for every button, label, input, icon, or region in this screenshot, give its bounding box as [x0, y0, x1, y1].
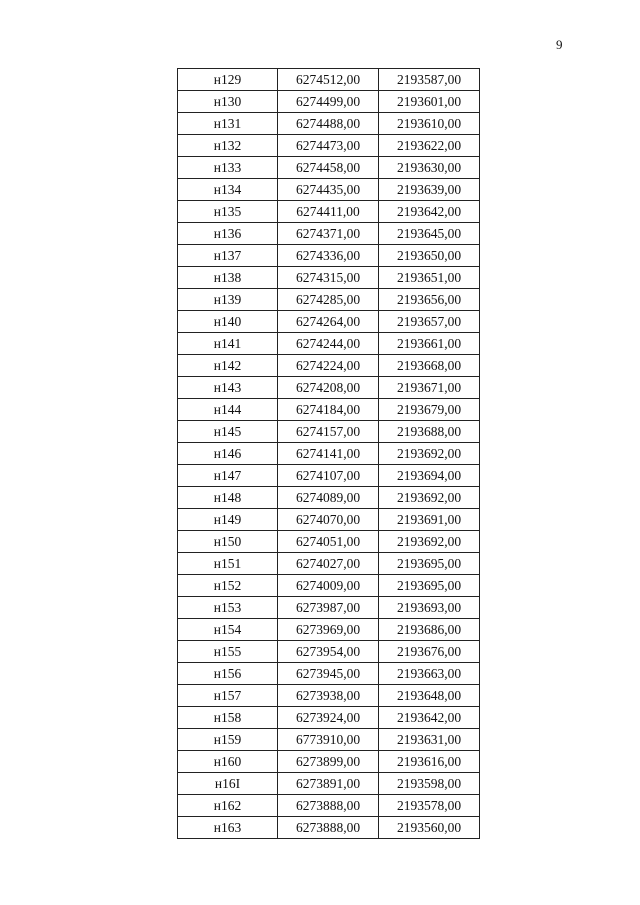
table-row — [178, 707, 480, 729]
table-row — [178, 333, 480, 355]
point-id-cell: н163 — [178, 817, 278, 839]
point-id-cell: н155 — [178, 641, 278, 663]
y-coordinate-cell: 2193598,00 — [379, 773, 480, 795]
x-coordinate-cell: 6274285,00 — [278, 289, 379, 311]
x-coordinate-cell: 6273969,00 — [278, 619, 379, 641]
coordinates-table-body — [178, 69, 480, 839]
x-coordinate-cell: 6273954,00 — [278, 641, 379, 663]
point-id-cell: н16I — [178, 773, 278, 795]
x-coordinate-cell: 6274107,00 — [278, 465, 379, 487]
point-id-cell: н154 — [178, 619, 278, 641]
x-coordinate-cell: 6273888,00 — [278, 817, 379, 839]
y-coordinate-cell: 2193688,00 — [379, 421, 480, 443]
y-coordinate-cell: 2193668,00 — [379, 355, 480, 377]
point-id-cell: н157 — [178, 685, 278, 707]
table-row — [178, 267, 480, 289]
table-row — [178, 421, 480, 443]
x-coordinate-cell: 6273938,00 — [278, 685, 379, 707]
y-coordinate-cell: 2193692,00 — [379, 487, 480, 509]
table-row — [178, 531, 480, 553]
y-coordinate-cell: 2193587,00 — [379, 69, 480, 91]
x-coordinate-cell: 6274264,00 — [278, 311, 379, 333]
table-row — [178, 817, 480, 839]
x-coordinate-cell: 6274435,00 — [278, 179, 379, 201]
y-coordinate-cell: 2193663,00 — [379, 663, 480, 685]
y-coordinate-cell: 2193661,00 — [379, 333, 480, 355]
table-row — [178, 179, 480, 201]
point-id-cell: н162 — [178, 795, 278, 817]
table-row — [178, 465, 480, 487]
y-coordinate-cell: 2193630,00 — [379, 157, 480, 179]
table-row — [178, 729, 480, 751]
y-coordinate-cell: 2193692,00 — [379, 443, 480, 465]
point-id-cell: н131 — [178, 113, 278, 135]
point-id-cell: н146 — [178, 443, 278, 465]
x-coordinate-cell: 6274336,00 — [278, 245, 379, 267]
x-coordinate-cell: 6273888,00 — [278, 795, 379, 817]
table-row — [178, 223, 480, 245]
table-row — [178, 487, 480, 509]
table-row — [178, 135, 480, 157]
point-id-cell: н158 — [178, 707, 278, 729]
y-coordinate-cell: 2193651,00 — [379, 267, 480, 289]
x-coordinate-cell: 6274411,00 — [278, 201, 379, 223]
table-row — [178, 399, 480, 421]
y-coordinate-cell: 2193560,00 — [379, 817, 480, 839]
y-coordinate-cell: 2193642,00 — [379, 707, 480, 729]
table-row — [178, 641, 480, 663]
x-coordinate-cell: 6274488,00 — [278, 113, 379, 135]
y-coordinate-cell: 2193578,00 — [379, 795, 480, 817]
y-coordinate-cell: 2193693,00 — [379, 597, 480, 619]
x-coordinate-cell: 6274499,00 — [278, 91, 379, 113]
y-coordinate-cell: 2193601,00 — [379, 91, 480, 113]
point-id-cell: н136 — [178, 223, 278, 245]
y-coordinate-cell: 2193695,00 — [379, 575, 480, 597]
x-coordinate-cell: 6273891,00 — [278, 773, 379, 795]
y-coordinate-cell: 2193676,00 — [379, 641, 480, 663]
point-id-cell: н130 — [178, 91, 278, 113]
y-coordinate-cell: 2193692,00 — [379, 531, 480, 553]
x-coordinate-cell: 6274089,00 — [278, 487, 379, 509]
table-row — [178, 69, 480, 91]
x-coordinate-cell: 6274371,00 — [278, 223, 379, 245]
x-coordinate-cell: 6274458,00 — [278, 157, 379, 179]
table-row — [178, 795, 480, 817]
x-coordinate-cell: 6274070,00 — [278, 509, 379, 531]
point-id-cell: н148 — [178, 487, 278, 509]
point-id-cell: н134 — [178, 179, 278, 201]
point-id-cell: н144 — [178, 399, 278, 421]
table-row — [178, 575, 480, 597]
table-row — [178, 245, 480, 267]
table-row — [178, 597, 480, 619]
y-coordinate-cell: 2193645,00 — [379, 223, 480, 245]
x-coordinate-cell: 6274141,00 — [278, 443, 379, 465]
y-coordinate-cell: 2193691,00 — [379, 509, 480, 531]
point-id-cell: н137 — [178, 245, 278, 267]
y-coordinate-cell: 2193657,00 — [379, 311, 480, 333]
y-coordinate-cell: 2193694,00 — [379, 465, 480, 487]
y-coordinate-cell: 2193650,00 — [379, 245, 480, 267]
y-coordinate-cell: 2193622,00 — [379, 135, 480, 157]
point-id-cell: н145 — [178, 421, 278, 443]
point-id-cell: н147 — [178, 465, 278, 487]
point-id-cell: н153 — [178, 597, 278, 619]
y-coordinate-cell: 2193616,00 — [379, 751, 480, 773]
table-row — [178, 289, 480, 311]
table-row — [178, 773, 480, 795]
table-row — [178, 91, 480, 113]
table-row — [178, 663, 480, 685]
y-coordinate-cell: 2193679,00 — [379, 399, 480, 421]
table-row — [178, 619, 480, 641]
point-id-cell: н138 — [178, 267, 278, 289]
table-row — [178, 377, 480, 399]
x-coordinate-cell: 6274184,00 — [278, 399, 379, 421]
x-coordinate-cell: 6274009,00 — [278, 575, 379, 597]
point-id-cell: н156 — [178, 663, 278, 685]
table-row — [178, 113, 480, 135]
x-coordinate-cell: 6273987,00 — [278, 597, 379, 619]
point-id-cell: н143 — [178, 377, 278, 399]
point-id-cell: н142 — [178, 355, 278, 377]
x-coordinate-cell: 6273945,00 — [278, 663, 379, 685]
table-row — [178, 509, 480, 531]
point-id-cell: н135 — [178, 201, 278, 223]
x-coordinate-cell: 6274208,00 — [278, 377, 379, 399]
point-id-cell: н149 — [178, 509, 278, 531]
x-coordinate-cell: 6274512,00 — [278, 69, 379, 91]
table-row — [178, 311, 480, 333]
y-coordinate-cell: 2193671,00 — [379, 377, 480, 399]
point-id-cell: н151 — [178, 553, 278, 575]
y-coordinate-cell: 2193631,00 — [379, 729, 480, 751]
y-coordinate-cell: 2193656,00 — [379, 289, 480, 311]
x-coordinate-cell: 6274157,00 — [278, 421, 379, 443]
point-id-cell: н152 — [178, 575, 278, 597]
point-id-cell: н140 — [178, 311, 278, 333]
y-coordinate-cell: 2193648,00 — [379, 685, 480, 707]
x-coordinate-cell: 6274244,00 — [278, 333, 379, 355]
point-id-cell: н160 — [178, 751, 278, 773]
x-coordinate-cell: 6274224,00 — [278, 355, 379, 377]
point-id-cell: н133 — [178, 157, 278, 179]
x-coordinate-cell: 6274027,00 — [278, 553, 379, 575]
point-id-cell: н139 — [178, 289, 278, 311]
x-coordinate-cell: 6273924,00 — [278, 707, 379, 729]
page-number: 9 — [556, 37, 563, 52]
point-id-cell: н159 — [178, 729, 278, 751]
coordinates-table — [177, 68, 480, 839]
point-id-cell: н129 — [178, 69, 278, 91]
point-id-cell: н141 — [178, 333, 278, 355]
table-row — [178, 355, 480, 377]
table-row — [178, 553, 480, 575]
point-id-cell: н150 — [178, 531, 278, 553]
y-coordinate-cell: 2193686,00 — [379, 619, 480, 641]
x-coordinate-cell: 6773910,00 — [278, 729, 379, 751]
x-coordinate-cell: 6274051,00 — [278, 531, 379, 553]
x-coordinate-cell: 6274315,00 — [278, 267, 379, 289]
table-row — [178, 157, 480, 179]
point-id-cell: н132 — [178, 135, 278, 157]
table-row — [178, 751, 480, 773]
table-row — [178, 685, 480, 707]
y-coordinate-cell: 2193642,00 — [379, 201, 480, 223]
table-row — [178, 443, 480, 465]
x-coordinate-cell: 6274473,00 — [278, 135, 379, 157]
y-coordinate-cell: 2193695,00 — [379, 553, 480, 575]
x-coordinate-cell: 6273899,00 — [278, 751, 379, 773]
y-coordinate-cell: 2193610,00 — [379, 113, 480, 135]
y-coordinate-cell: 2193639,00 — [379, 179, 480, 201]
table-row — [178, 201, 480, 223]
